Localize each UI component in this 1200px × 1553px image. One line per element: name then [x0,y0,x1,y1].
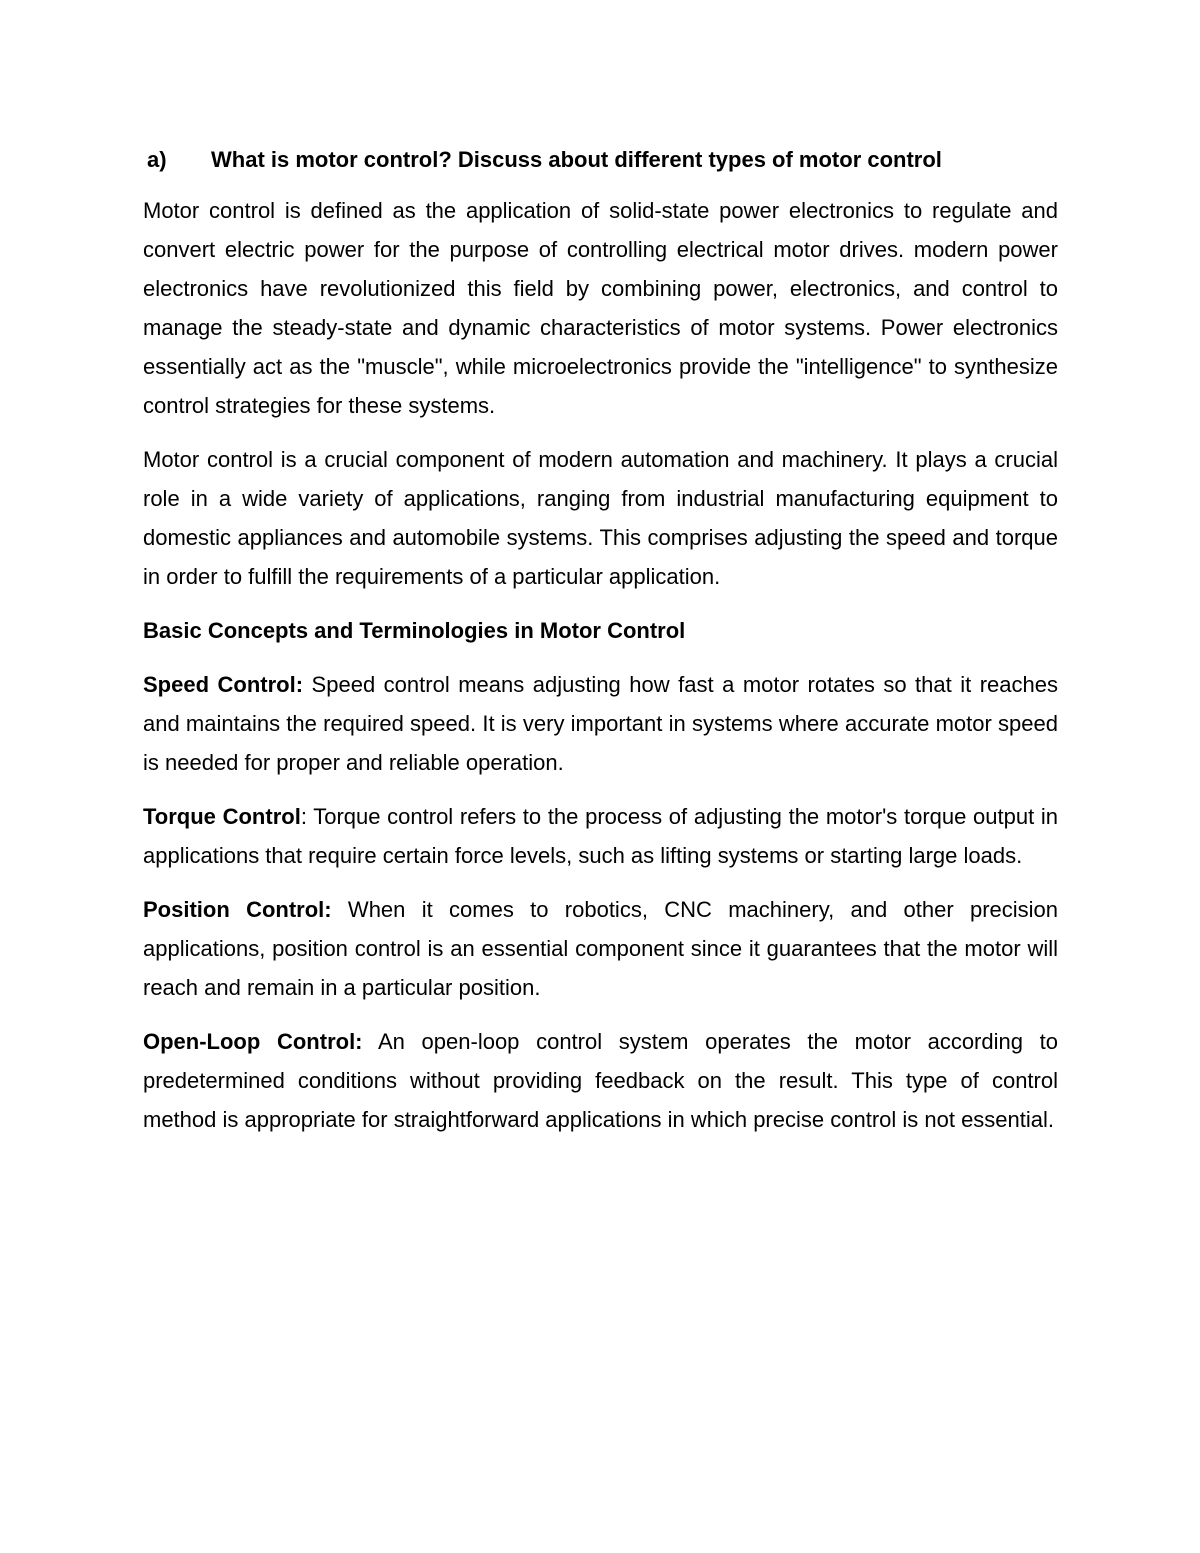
intro-paragraph-1: Motor control is defined as the application of solid-state power electronics to regulate and convert electric power for the purpose of controlling electrical motor drives. modern power electronics have revolutionized this field by combining power, electronics, and control to manage the steady-state and dynamic characteristics of motor systems. Power electronics essentially act as the "muscle", while microelectronics provide the "intelligence" to synthesize control strategies for these systems. [143,198,1058,418]
term-definition: : Torque control refers to the process of adjusting the motor's torque output in applications that require certain force levels, such as lifting systems or starting large loads. [143,804,1058,868]
term-definition: Speed control means adjusting how fast a motor rotates so that it reaches and maintains the required speed. It is very important in systems where accurate motor speed is needed for proper and reliable operation. [143,672,1059,775]
term-label: Speed Control: [143,672,304,697]
term-label: Position Control: [143,897,332,922]
term-paragraph-open-loop [143,1022,1058,1139]
question-heading [143,140,1058,179]
intro-paragraph-2: Motor control is a crucial component of modern automation and machinery. It plays a crucial role in a wide variety of applications, ranging from industrial manufacturing equipment to domestic appliances and automobile systems. This comprises adjusting the speed and torque in order to fulfill the requirements of a particular application. [143,447,1058,589]
term-label: Torque Control [143,804,301,829]
term-paragraph-speed [143,665,1058,782]
term-paragraph-position [143,890,1058,1007]
term-label: Open-Loop Control: [143,1029,363,1054]
section-heading: Basic Concepts and Terminologies in Motor Control [143,618,686,643]
term-definition: When it comes to robotics, CNC machinery, and other precision applications, position control is an essential component since it guarantees that the motor will reach and remain in a particular position. [143,897,1058,1000]
term-definition: An open-loop control system operates the motor according to predetermined conditions without providing feedback on the result. This type of control method is appropriate for straightforward applications in which precise control is not essential. [143,1029,1058,1132]
document-content [143,140,1058,1154]
term-paragraph-torque [143,797,1058,875]
question-marker: a) [147,147,167,172]
question-text: What is motor control? Discuss about different types of motor control [211,147,942,172]
